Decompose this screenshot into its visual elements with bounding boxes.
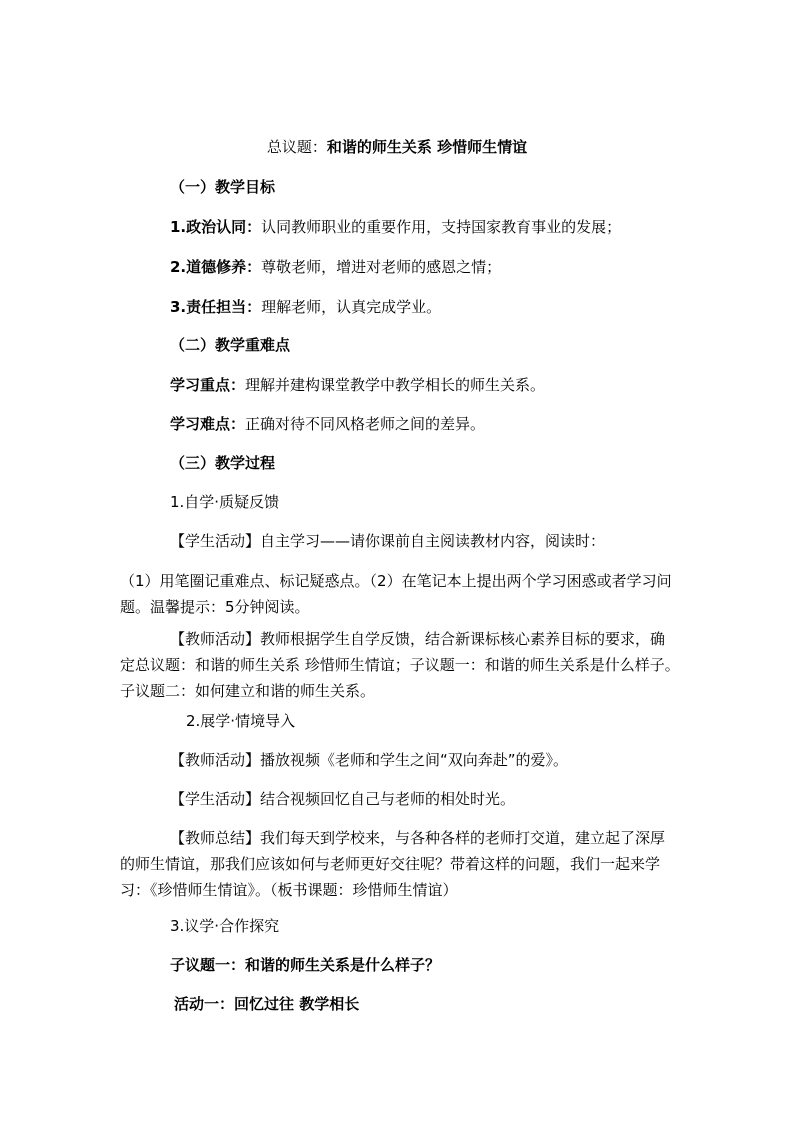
step1-instructions: （1）用笔圈记重难点、标记疑惑点。（2）在笔记本上提出两个学习困惑或者学习问题。温馨提示：5分钟阅读。 (120, 572, 672, 616)
title-main: 和谐的师生关系 珍惜师生情谊 (326, 138, 528, 156)
step3-sub-topic: 子议题一：和谐的师生关系是什么样子？ (170, 956, 441, 974)
key-point-label: 学习难点： (170, 415, 246, 433)
key-point-label: 学习重点： (170, 376, 246, 394)
key-point-item (170, 414, 485, 434)
activity-label: 【教师活动】 (170, 751, 261, 769)
activity-text: 播放视频《老师和学生之间“双向奔赴”的爱》。 (260, 751, 569, 769)
page-title (0, 137, 794, 157)
step3-title: 3.议学·合作探究 (170, 917, 280, 935)
section-heading-goals: （一）教学目标 (170, 178, 276, 196)
goal-text: 尊敬老师，增进对老师的感恩之情； (261, 258, 502, 276)
goal-label: 1.政治认同： (170, 218, 262, 236)
step3-activity: 活动一：回忆过往 教学相长 (174, 995, 360, 1013)
goal-text: 认同教师职业的重要作用，支持国家教育事业的发展； (261, 218, 622, 236)
activity-text: 自主学习——请你课前自主阅读教材内容，阅读时： (260, 532, 606, 550)
goal-item (170, 257, 501, 277)
activity-text: 我们每天到学校来，与各种各样的老师打交道，建立起了深厚的师生情谊，那我们应该如何与老师更好交往呢？带着这样的问题，我们一起来学习：《珍惜师生情谊》。（板书课题：珍惜师生情谊） (120, 829, 666, 899)
activity-label: 【学生活动】 (170, 532, 261, 550)
step2-student-activity (170, 789, 515, 809)
key-point-item (170, 375, 545, 395)
activity-text: 结合视频回忆自己与老师的相处时光。 (260, 790, 516, 808)
activity-text: 教师根据学生自学反馈，结合新课标核心素养目标的要求，确定总议题：和谐的师生关系 珍惜师生情谊；子议题一：和谐的师生关系是什么样子。子议题二：如何建立和谐的师生关系。 (120, 630, 680, 700)
step1-teacher-activity (120, 626, 680, 704)
step2-teacher-summary (120, 825, 680, 903)
goal-text: 理解老师，认真完成学业。 (261, 298, 442, 316)
step1-title: 1.自学·质疑反馈 (170, 493, 280, 511)
key-point-text: 理解并建构课堂教学中教学相长的师生关系。 (245, 376, 546, 394)
key-point-text: 正确对待不同风格老师之间的差异。 (245, 415, 486, 433)
step2-teacher-activity (170, 750, 568, 770)
goal-label: 2.道德修养： (170, 258, 262, 276)
activity-label: 【教师活动】 (170, 630, 261, 648)
activity-label: 【学生活动】 (170, 790, 261, 808)
activity-label: 【教师总结】 (170, 829, 261, 847)
section-heading-process: （三）教学过程 (170, 454, 276, 472)
title-prefix: 总议题： (266, 138, 327, 156)
goal-label: 3.责任担当： (170, 298, 262, 316)
goal-item (170, 297, 441, 317)
goal-item (170, 217, 621, 237)
step1-student-activity (170, 531, 605, 551)
step2-title: 2.展学·情境导入 (186, 712, 296, 730)
section-heading-key-points: （二）教学重难点 (170, 336, 291, 354)
